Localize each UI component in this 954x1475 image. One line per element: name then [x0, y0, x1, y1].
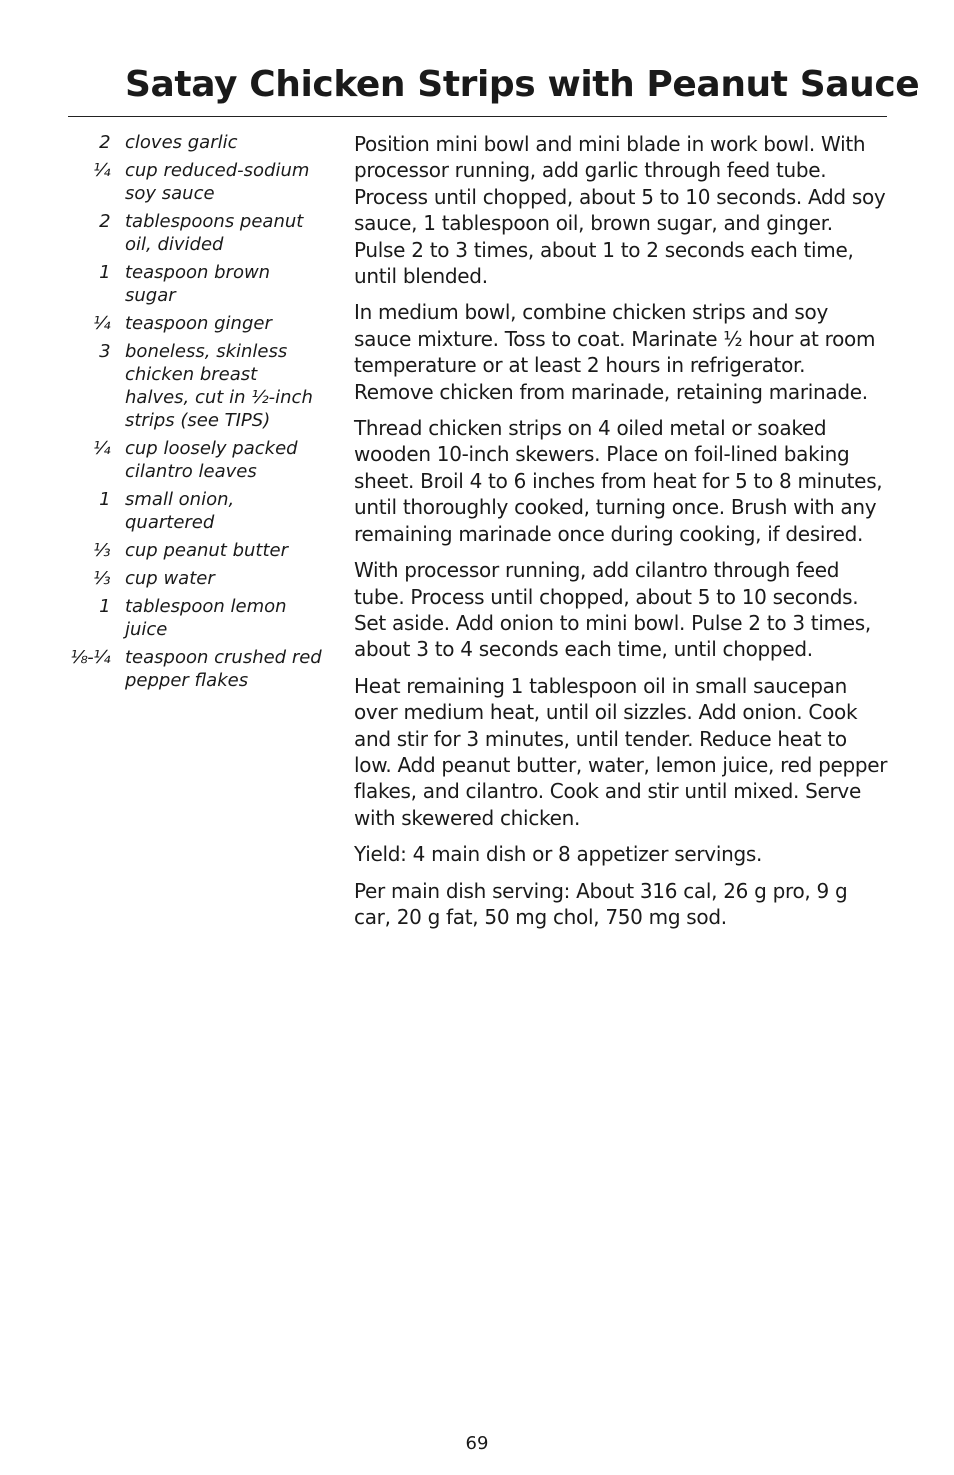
- title-divider: [68, 116, 887, 117]
- ingredient-quantity: 1: [99, 596, 110, 617]
- instruction-step: Thread chicken strips on 4 oiled metal or soaked wooden 10-inch skewers. Place on foil-lined baking sheet. Broil 4 to 6 inches from heat for 5 to 8 minutes, until thoroughly cooked, turning once. Brush with any remaining marinade once during cooking, if desired.: [354, 416, 883, 546]
- instruction-step: Heat remaining 1 tablespoon oil in small saucepan over medium heat, until oil sizzles. Add onion. Cook and stir for 3 minutes, until tender. Reduce heat to low. Add peanut butter, water, lemon juice, red pepper flakes, and cilantro. Cook and stir until mixed. Serve with skewered chicken.: [354, 673, 888, 830]
- page-title: Satay Chicken Strips with Peanut Sauce: [125, 64, 920, 105]
- ingredient-item: [68, 595, 328, 641]
- ingredient-quantity: 1: [99, 262, 110, 283]
- ingredient-item: [68, 437, 328, 483]
- ingredient-description: cup reduced-sodium soy sauce: [125, 160, 310, 204]
- ingredient-description: cup peanut butter: [125, 540, 289, 561]
- instructions: [354, 131, 889, 940]
- ingredient-description: teaspoon crushed red pepper flakes: [125, 647, 322, 691]
- ingredient-description: tablespoon lemon juice: [125, 596, 287, 640]
- ingredient-quantity: ⅓: [93, 540, 110, 561]
- ingredient-description: teaspoon ginger: [125, 313, 272, 334]
- ingredient-item: [68, 131, 328, 154]
- ingredient-quantity: 3: [99, 341, 110, 362]
- ingredient-list: [68, 131, 328, 697]
- ingredient-description: small onion, quartered: [125, 489, 235, 533]
- instruction-step: With processor running, add cilantro through feed tube. Process until chopped, about 5 to 10 seconds. Set aside. Add onion to mini bowl. Pulse 2 to 3 times, about 3 to 4 seconds each time, until chopped.: [354, 558, 871, 662]
- ingredient-item: [68, 340, 328, 432]
- ingredient-description: teaspoon brown sugar: [125, 262, 271, 306]
- ingredient-description: cloves garlic: [125, 132, 238, 153]
- ingredient-quantity: ¼: [93, 160, 110, 181]
- ingredient-quantity: ¼: [93, 313, 110, 334]
- ingredient-quantity: 2: [99, 211, 110, 232]
- ingredient-item: [68, 159, 328, 205]
- ingredient-item: [68, 539, 328, 562]
- instruction-step: In medium bowl, combine chicken strips and soy sauce mixture. Toss to coat. Marinate ½ hour at room temperature or at least 2 hours in refrigerator. Remove chicken from marinade, retaining marinade.: [354, 300, 876, 404]
- ingredient-item: [68, 646, 328, 692]
- ingredient-item: [68, 261, 328, 307]
- ingredient-item: [68, 312, 328, 335]
- ingredient-description: boneless, skinless chicken breast halves, cut in ½-inch strips (see TIPS): [125, 341, 313, 431]
- yield-text: Yield: 4 main dish or 8 appetizer servings.: [354, 842, 763, 867]
- ingredient-quantity: ¼: [93, 438, 110, 459]
- ingredient-quantity: ⅛-¼: [70, 647, 110, 668]
- nutrition-info: Per main dish serving: About 316 cal, 26 g pro, 9 g car, 20 g fat, 50 mg chol, 750 mg sod.: [354, 878, 848, 929]
- ingredient-quantity: 1: [99, 489, 110, 510]
- ingredient-description: cup loosely packed cilantro leaves: [125, 438, 298, 482]
- ingredient-description: tablespoons peanut oil, divided: [125, 211, 304, 255]
- ingredient-item: [68, 567, 328, 590]
- page-number: 69: [465, 1433, 489, 1454]
- ingredient-quantity: ⅓: [93, 568, 110, 589]
- ingredient-quantity: 2: [99, 132, 110, 153]
- ingredient-description: cup water: [125, 568, 215, 589]
- instruction-step: Position mini bowl and mini blade in work bowl. With processor running, add garlic through feed tube. Process until chopped, about 5 to 10 seconds. Add soy sauce, 1 tablespoon oil, brown sugar, and ginger. Pulse 2 to 3 times, about 1 to 2 seconds each time, until blended.: [354, 132, 886, 289]
- ingredient-item: [68, 210, 328, 256]
- ingredient-item: [68, 488, 328, 534]
